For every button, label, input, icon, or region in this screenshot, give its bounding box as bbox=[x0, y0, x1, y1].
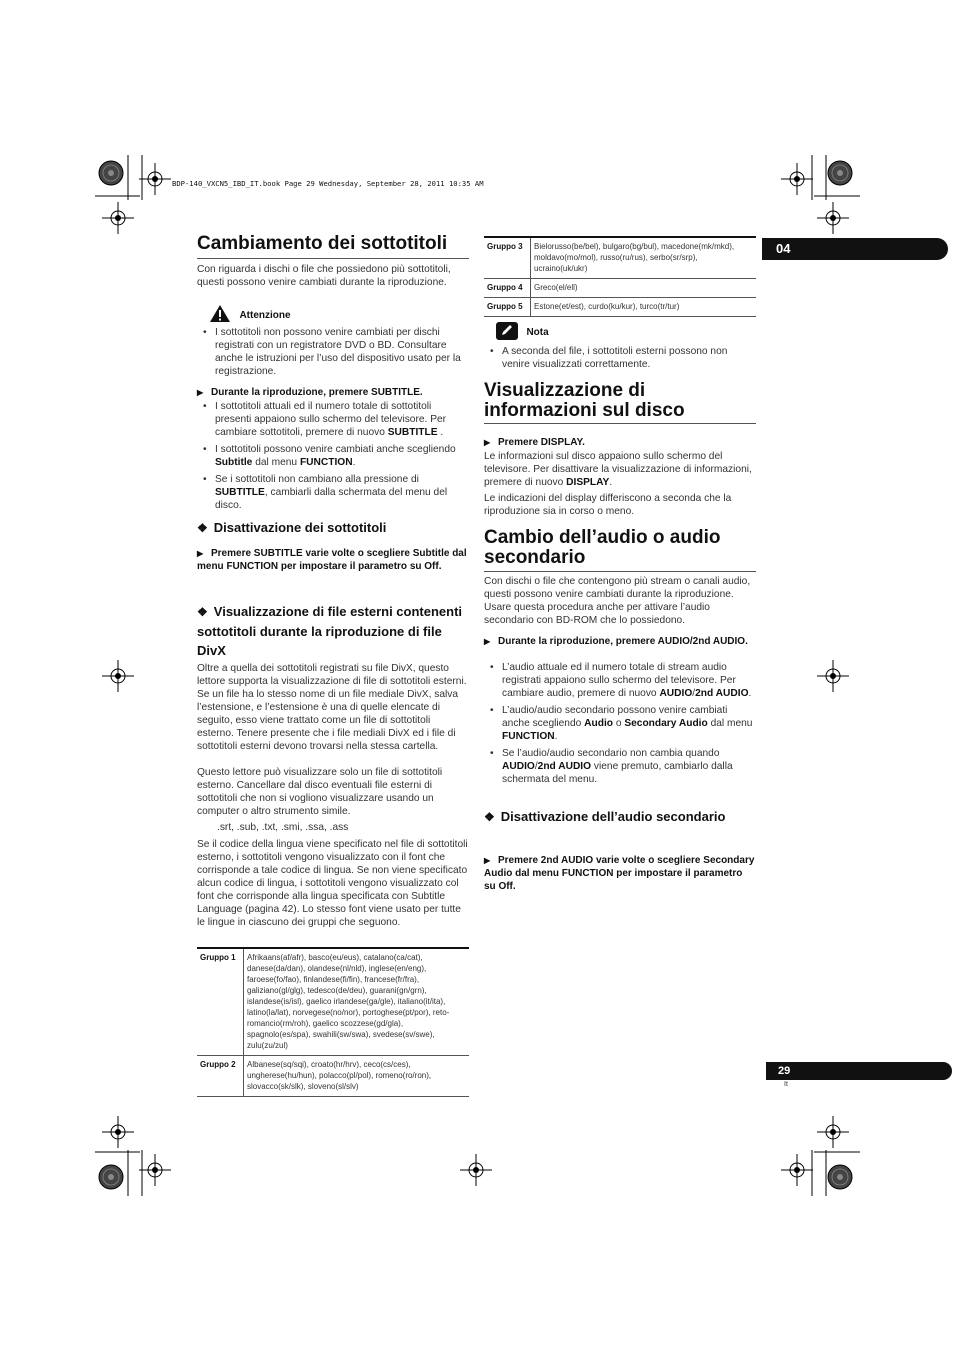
group-languages: Bielorusso(be/bel), bulgaro(bg/bul), macedone(mk/mkd), moldavo(mo/mol), russo(ru/rus), serbo(sr/srp), ucraino(uk/ukr) bbox=[531, 238, 757, 279]
group-label: Gruppo 2 bbox=[197, 1056, 244, 1097]
arrow-right-icon: ▶ bbox=[197, 388, 204, 397]
title-rule bbox=[484, 423, 756, 424]
bold-term: DISPLAY bbox=[566, 477, 610, 488]
step-disable-subtitles bbox=[197, 547, 469, 573]
step-disable-secondary-audio bbox=[484, 854, 756, 893]
divx-paragraph-1: Oltre a quella dei sottotitoli registrati su file DivX, questo lettore supporta la visualizzazione di file di sottotitoli esterni. Se un file ha lo stesso nome di un file mediale DivX, salva l’estensione, e l’estensione è una di quelle elencate di seguito, esso viene trattato come un file di sottotitoli esterno. Tenere presente che i file mediali DivX ed i file di sottotitoli esterni devono trovarsi nella stessa cartella. bbox=[197, 663, 467, 752]
list-item: • Se i sottotitoli non cambiano alla pressione di SUBTITLE, cambiarli dalla schermata del menu del disco. bbox=[197, 473, 469, 512]
subheading-external-subtitles bbox=[197, 602, 469, 660]
language-groups-table-continued bbox=[484, 238, 756, 317]
bold-term: 2nd AUDIO bbox=[695, 688, 749, 699]
list-item: • I sottotitoli attuali ed il numero totale di sottotitoli presenti appaiono sullo schermo del televisore. Per cambiare sottotitoli, premere di nuovo SUBTITLE . bbox=[197, 400, 469, 439]
list-item: • L’audio attuale ed il numero totale di stream audio registrati appaiono sullo schermo del televisore. Per cambiare audio, premere di nuovo AUDIO/2nd AUDIO. bbox=[484, 661, 756, 700]
diamond-bullet-icon: ❖ bbox=[197, 521, 208, 535]
step-disable-secondary-audio-text: Premere 2nd AUDIO varie volte o scegliere Secondary Audio dal menu FUNCTION per impostare il parametro su Off. bbox=[484, 855, 755, 892]
table-row bbox=[484, 298, 756, 317]
intro-paragraph: Con riguarda i dischi o file che possiedono più sottotitoli, questi possono venire cambiati durante la riproduzione. bbox=[197, 264, 451, 288]
group-languages: Estone(et/est), curdo(ku/kur), turco(tr/tur) bbox=[531, 298, 757, 317]
note-block bbox=[496, 322, 549, 340]
right-column bbox=[484, 236, 756, 892]
step-audio-text: Durante la riproduzione, premere AUDIO/2nd AUDIO. bbox=[498, 636, 748, 647]
bold-term: Audio bbox=[584, 718, 613, 729]
step-display-text: Premere DISPLAY. bbox=[498, 437, 585, 448]
chapter-tab bbox=[762, 238, 948, 260]
warning-icon bbox=[209, 304, 231, 323]
caution-label: Attenzione bbox=[239, 309, 291, 321]
table-row bbox=[484, 238, 756, 279]
display-paragraph-1: Le informazioni sul disco appaiono sullo schermo del televisore. Per disattivare la visualizzazione di informazioni, premere di nuovo DISPLAY. bbox=[484, 451, 752, 488]
divx-paragraph-3: Se il codice della lingua viene specificato nel file di sottotitoli esterno, i sottotitoli vengono visualizzato con il font che corrisponde a tale codice di lingua. Se non viene specificato alcun codice di lingua, i sottotitoli vengono visualizzato col font che corrisponde alla lingua specificata con Subtitle Language (pagina 42). Lo stesso font viene usato per tutte le lingue in ciascuno dei gruppi che seguono. bbox=[197, 839, 468, 928]
subheading-disable-secondary-audio-text: Disattivazione dell’audio secondario bbox=[500, 809, 726, 824]
bold-term: AUDIO bbox=[502, 761, 535, 772]
title-rule bbox=[197, 258, 469, 259]
step-subtitle-list bbox=[197, 400, 469, 516]
table-row bbox=[484, 279, 756, 298]
subheading-disable-subtitles bbox=[197, 518, 469, 538]
note-label: Nota bbox=[526, 327, 549, 339]
group-label: Gruppo 4 bbox=[484, 279, 531, 298]
arrow-right-icon: ▶ bbox=[484, 637, 491, 646]
list-item: • L’audio/audio secondario possono venire cambiati anche scegliendo Audio o Secondary Audio dal menu FUNCTION. bbox=[484, 704, 756, 743]
group-languages: Greco(el/ell) bbox=[531, 279, 757, 298]
section-title-subtitles: Cambiamento dei sottotitoli bbox=[197, 233, 448, 254]
print-header-line: BDP-140_VXCN5_IBD_IT.book Page 29 Wednesday, September 28, 2011 10:35 AM bbox=[172, 179, 484, 188]
divx-paragraph-2: Questo lettore può visualizzare solo un file di sottotitoli esterno. Cancellare dal disco eventuali file esterni di sottotitoli che non si vogliono visualizzare usando un computer o altro strumento simile. bbox=[197, 767, 443, 817]
language-table-right bbox=[484, 236, 756, 317]
list-item: • Se l’audio/audio secondario non cambia quando AUDIO/2nd AUDIO viene premuto, cambiarlo dalla schermata del menu. bbox=[484, 747, 756, 786]
page-number: 29 bbox=[778, 1065, 791, 1077]
note-list bbox=[484, 345, 756, 375]
chapter-number: 04 bbox=[776, 241, 791, 256]
step-subtitle bbox=[197, 386, 469, 399]
bold-term: FUNCTION bbox=[299, 457, 353, 468]
list-item: • I sottotitoli non possono venire cambiati per dischi registrati con un registratore DVD o BD. Consultare anche le istruzioni per l’uso del dispositivo usato per la registrazione. bbox=[197, 326, 469, 378]
group-label: Gruppo 5 bbox=[484, 298, 531, 317]
extensions-list: .srt, .sub, .txt, .smi, .ssa, .ass bbox=[217, 822, 349, 833]
subheading-disable-subtitles-text: Disattivazione dei sottotitoli bbox=[213, 520, 387, 535]
table-row bbox=[197, 949, 469, 1056]
step-subtitle-text: Durante la riproduzione, premere SUBTITLE. bbox=[211, 387, 423, 398]
list-item: • I sottotitoli possono venire cambiati anche scegliendo Subtitle dal menu FUNCTION. bbox=[197, 443, 469, 469]
group-label: Gruppo 3 bbox=[484, 238, 531, 279]
section-title-audio: Cambio dell’audio o audio secondario bbox=[484, 527, 721, 568]
table-row bbox=[197, 1056, 469, 1097]
bold-term: SUBTITLE bbox=[215, 487, 265, 498]
caution-block bbox=[209, 304, 291, 323]
title-rule bbox=[484, 571, 756, 572]
step-display bbox=[484, 436, 756, 449]
language-table-left bbox=[197, 947, 469, 1097]
bold-term: AUDIO bbox=[659, 688, 693, 699]
step-audio bbox=[484, 635, 756, 648]
step-audio-list bbox=[484, 661, 756, 790]
caution-list bbox=[197, 326, 469, 382]
arrow-right-icon: ▶ bbox=[484, 856, 491, 865]
bold-term: FUNCTION bbox=[502, 731, 555, 742]
bold-term: Secondary Audio bbox=[624, 718, 708, 729]
page-number-tab bbox=[766, 1062, 952, 1080]
language-groups-table bbox=[197, 949, 469, 1097]
diamond-bullet-icon: ❖ bbox=[197, 605, 208, 619]
display-paragraph-2: Le indicazioni del display differiscono a seconda che la riproduzione sia in corso o meno. bbox=[484, 493, 732, 517]
left-column bbox=[197, 233, 469, 1091]
subheading-disable-secondary-audio bbox=[484, 807, 756, 827]
arrow-right-icon: ▶ bbox=[197, 549, 204, 558]
bold-term: SUBTITLE bbox=[387, 427, 438, 438]
group-label: Gruppo 1 bbox=[197, 949, 244, 1056]
pencil-note-icon bbox=[496, 322, 518, 340]
step-disable-subtitles-text: Premere SUBTITLE varie volte o scegliere Subtitle dal menu FUNCTION per impostare il parametro su Off. bbox=[197, 548, 467, 572]
bold-term: 2nd AUDIO bbox=[537, 761, 592, 772]
bold-term: Subtitle bbox=[215, 457, 253, 468]
group-languages: Albanese(sq/sqi), croato(hr/hrv), ceco(cs/ces), ungherese(hu/hun), polacco(pl/pol), romeno(ro/ron), slovacco(sk/slk), sloveno(sl/slv) bbox=[244, 1056, 470, 1097]
subheading-external-subtitles-text: Visualizzazione di file esterni contenenti sottotitoli durante la riproduzione di file DivX bbox=[197, 604, 463, 658]
page-language: It bbox=[784, 1081, 788, 1088]
arrow-right-icon: ▶ bbox=[484, 438, 491, 447]
audio-intro-paragraph: Con dischi o file che contengono più stream o canali audio, questi possono venire cambiati durante la riproduzione. Usare questa procedura anche per attivare l’audio secondario con BD-ROM che lo possiedono. bbox=[484, 576, 751, 626]
group-languages: Afrikaans(af/afr), basco(eu/eus), catalano(ca/cat), danese(da/dan), olandese(nl/nld), inglese(en/eng), faroese(fo/fao), finlandese(fi/fin), francese(fr/fra), galiziano(gl/glg), tedesco(de/deu), guarani(gn/grn), islandese(is/isl), gaelico irlandese(ga/gle), italiano(it/ita), latino(la/lat), norvegese(no/nor), portoghese(pt/por), reto-romancio(rm/roh), gaelico scozzese(gd/gla), spagnolo(es/spa), swahili(sw/swa), svedese(sv/swe), zulu(zu/zul) bbox=[244, 949, 470, 1056]
section-title-disc-info: Visualizzazione di informazioni sul disco bbox=[484, 380, 685, 421]
diamond-bullet-icon: ❖ bbox=[484, 810, 495, 824]
list-item: • A seconda del file, i sottotitoli esterni possono non venire visualizzati correttamente. bbox=[484, 345, 756, 371]
